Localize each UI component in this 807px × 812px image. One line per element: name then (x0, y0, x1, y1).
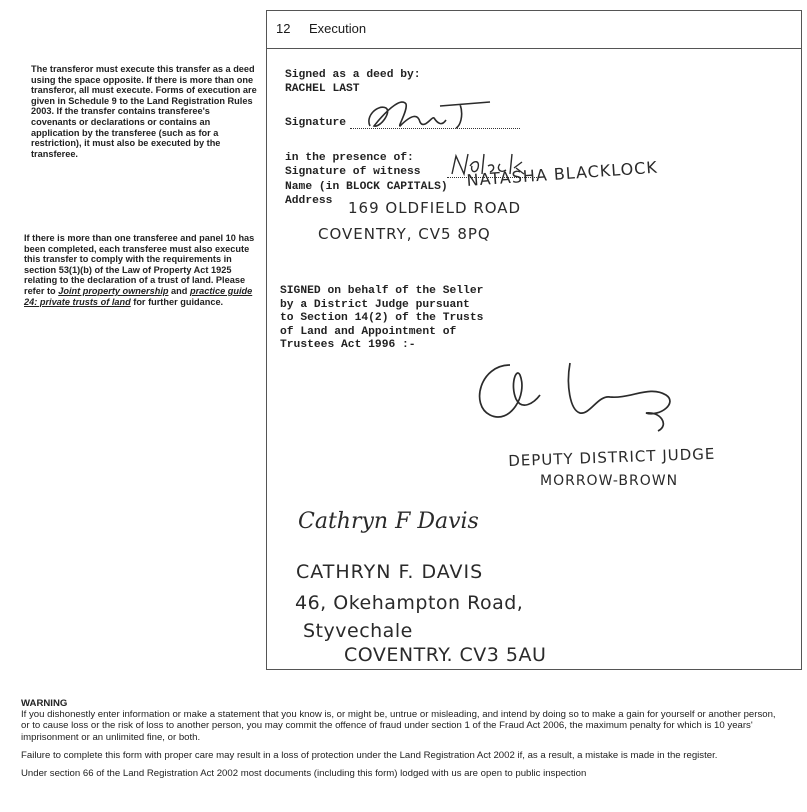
judge-signature (470, 355, 690, 435)
seller-name: CATHRYN F. DAVIS (296, 561, 484, 583)
seller-address-line-3: COVENTRY. CV3 5AU (344, 644, 547, 666)
judge-name: MORROW-BROWN (540, 473, 679, 489)
name-capitals-label: Name (in BLOCK CAPITALS) (285, 181, 448, 193)
signer-name: RACHEL LAST (285, 83, 360, 95)
joint-ownership-link[interactable]: Joint property ownership (58, 285, 169, 296)
failure-text: Failure to complete this form with proper care may result in a loss of protection under the Land Registration Act 2002 if, as a result, a mistake is made in the register. (21, 749, 718, 761)
seller-address-line-2: Styvechale (303, 620, 413, 642)
warning-text: If you dishonestly enter information or make a statement that you know is, or might be, untrue or misleading, and intend by doing so to make a gain for yourself or another person, or to cause loss or the risk of loss to another person, you may commit the offence of fraud under section 1 of the Fraud Act 2006, the maximum penalty for which is 10 years' imprisonment or an unlimited fine, or both. (21, 709, 776, 743)
seller-signature: Cathryn F Davis (298, 509, 479, 534)
signature-label: Signature (285, 117, 347, 129)
panel-header (267, 11, 801, 49)
judge-execution-clause: SIGNED on behalf of the Seller by a District Judge pursuant to Section 14(2) of the Trusts of Land and Appointment of Trustees Act 1996 :- (280, 285, 484, 352)
warning-section (21, 698, 786, 779)
warning-heading: WARNING (21, 698, 68, 709)
instructions-text-2: If there is more than one transferee and panel 10 has been completed, each transferee must also execute this transfer to comply with the requirements in section 53(1)(b) of the Law of Property Act 1925 relating to the declaration of a trust of land. Please refer to (24, 233, 255, 296)
witness-address-line-1: 169 OLDFIELD ROAD (348, 199, 522, 217)
witness-address-line-2: COVENTRY, CV5 8PQ (318, 225, 491, 243)
instructions-text-1: The transferor must execute this transfer as a deed using the space opposite. If there is more than one transferor, all must execute. Forms of execution are given in Schedule 9 to the Land Registration Rules 2003. If the transfer contains transferee's covenants or declarations or contains an application by the transferee (such as for a restriction), it must also be executed by the transferee. (31, 64, 257, 159)
signed-as-deed-label: Signed as a deed by: (285, 69, 421, 81)
seller-address-line-1: 46, Okehampton Road, (295, 592, 524, 614)
witness-signature-label: Signature of witness (285, 166, 421, 178)
instructions-para-2: If there is more than one transferee and panel 10 has been completed, each transferee must also execute this transfer to comply with the requirements in section 53(1)(b) of the Law of Property Act 1925 relating to the declaration of a trust of land. Please refer to Joint property ownership and practice guide 24: private trusts of land for further guidance. (24, 233, 255, 307)
practice-guide-link[interactable]: practice guide 24: private trusts of land (24, 285, 253, 307)
judge-title: DEPUTY DISTRICT JUDGE (508, 444, 716, 470)
partial-footer-line: Under section 66 of the Land Registration Act 2002 most documents (including this form) lodged with us are open to public inspection (21, 768, 587, 780)
presence-label: in the presence of: (285, 152, 414, 164)
panel-title: Execution (309, 21, 367, 36)
address-label: Address (285, 195, 333, 207)
instructions-para-1 (31, 64, 257, 159)
transferor-signature (360, 96, 510, 136)
panel-number: 12 (276, 21, 291, 36)
witness-name: NATASHA BLACKLOCK (466, 157, 659, 190)
